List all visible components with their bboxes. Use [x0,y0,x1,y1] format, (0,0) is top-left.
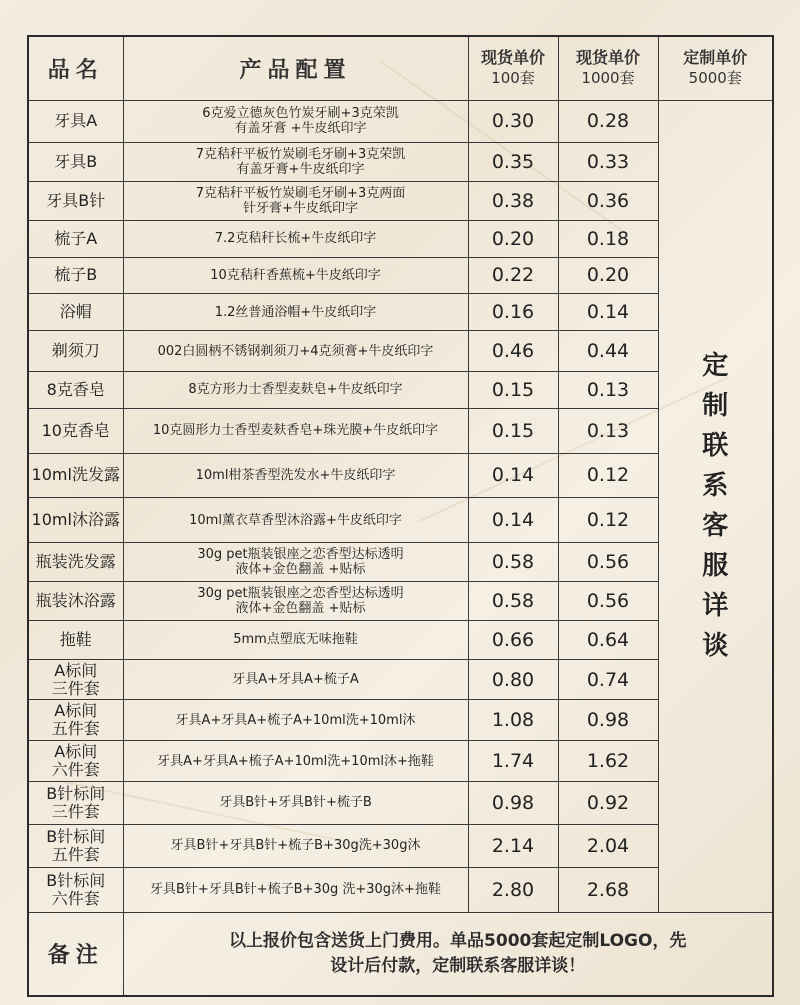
product-config [123,408,468,453]
product-config [123,294,468,331]
header-price-1000-qty: 1000套 [581,69,635,88]
product-name-line: 六件套 [51,760,100,780]
product-config-line: 牙具A+牙具A+梳子A+10ml洗+10ml沐 [175,712,416,728]
product-name: 拖鞋 [28,620,123,659]
price-100: 0.22 [468,257,558,294]
product-name [28,824,123,867]
product-name-line: A标间 [54,660,98,680]
product-config-line: 牙具B针+牙具B针+梳子B [219,795,372,811]
product-name-line: B针标间 [46,783,106,803]
product-name-line: B针标间 [46,870,106,890]
price-1000: 0.56 [558,582,658,621]
product-config-line: 液体+金色翻盖 +贴标 [235,600,366,616]
product-name-line: B针标间 [46,826,106,846]
product-name: 剃须刀 [28,331,123,372]
product-name: 牙具B针 [28,182,123,221]
product-config-line: 10克秸秆香蕉梳+牛皮纸印字 [210,267,381,283]
price-100: 0.14 [468,453,558,498]
product-name [28,867,123,912]
product-config-line: 牙具A+牙具A+梳子A+10ml洗+10ml沐+拖鞋 [157,753,434,769]
price-100: 2.80 [468,867,558,912]
product-name [28,700,123,741]
product-name: 10ml洗发露 [28,453,123,498]
custom-note-char: 系 [702,471,729,502]
remark-line: 以上报价包含送货上门费用。单品5000套起定制LOGO，先 [229,930,687,951]
price-100: 0.20 [468,220,558,257]
product-name [28,659,123,700]
custom-note-char: 联 [702,431,729,462]
product-config [123,220,468,257]
price-100: 0.30 [468,100,558,143]
remark-text [123,912,773,996]
header-price-100-label: 现货单价 [480,48,545,68]
product-name-line: A标间 [54,701,98,721]
product-name-line: 五件套 [51,844,100,864]
custom-note-char: 详 [702,591,729,622]
price-1000: 0.56 [558,543,658,582]
product-name-line: 五件套 [51,719,100,739]
product-config-line: 有盖牙膏+牛皮纸印字 [236,162,365,178]
price-1000: 0.44 [558,331,658,372]
product-config-line: 牙具B针+牙具B针+梳子B+30g洗+30g沐 [170,838,421,854]
price-100: 0.16 [468,294,558,331]
product-config [123,331,468,372]
table-row [28,100,773,143]
product-config-line: 5mm点塑底无味拖鞋 [233,632,358,648]
price-1000: 0.18 [558,220,658,257]
product-name: 10克香皂 [28,408,123,453]
product-config-line: 10ml柑茶香型洗发水+牛皮纸印字 [195,467,396,483]
product-name [28,741,123,782]
header-price-100 [468,36,558,100]
price-100: 2.14 [468,824,558,867]
price-1000: 0.13 [558,408,658,453]
product-name [28,782,123,825]
header-name: 品名 [28,36,123,100]
price-100: 0.58 [468,543,558,582]
product-config-line: 7克秸秆平板竹炭刷毛牙刷+3克荣凯 [195,147,406,163]
price-100: 0.46 [468,331,558,372]
price-100: 0.38 [468,182,558,221]
product-name: 梳子B [28,257,123,294]
product-config-line: 1.2丝普通浴帽+牛皮纸印字 [214,304,377,320]
product-config-line: 30g pet瓶装银座之恋香型达标透明 [197,547,404,563]
product-name-line: 三件套 [51,801,100,821]
header-config: 产品配置 [123,36,468,100]
price-100: 0.15 [468,371,558,408]
price-1000: 0.92 [558,782,658,825]
price-1000: 0.36 [558,182,658,221]
product-name: 10ml沐浴露 [28,498,123,543]
product-config-line: 牙具A+牙具A+梳子A [232,672,359,688]
custom-note-char: 客 [702,511,729,542]
price-100: 1.08 [468,700,558,741]
custom-note-char: 谈 [702,631,729,662]
price-1000: 0.14 [558,294,658,331]
price-1000: 0.12 [558,453,658,498]
price-1000: 0.98 [558,700,658,741]
price-1000: 0.33 [558,143,658,182]
header-row [28,36,773,100]
remark-label: 备注 [28,912,123,996]
product-config [123,659,468,700]
product-config [123,700,468,741]
product-config-line: 10ml薰衣草香型沐浴露+牛皮纸印字 [189,512,402,528]
product-name: 瓶装洗发露 [28,543,123,582]
price-100: 0.80 [468,659,558,700]
product-config [123,371,468,408]
remark-line: 设计后付款，定制联系客服详谈！ [330,955,586,976]
price-1000: 0.12 [558,498,658,543]
product-name-line: 三件套 [51,678,100,698]
header-price-custom [658,36,773,100]
price-100: 0.98 [468,782,558,825]
price-1000: 0.28 [558,100,658,143]
price-1000: 0.74 [558,659,658,700]
price-table [27,35,774,997]
price-1000: 2.68 [558,867,658,912]
product-name: 8克香皂 [28,371,123,408]
product-config [123,867,468,912]
custom-price-note [658,100,773,912]
product-config [123,782,468,825]
product-config [123,543,468,582]
product-name-line: A标间 [54,742,98,762]
header-price-custom-label: 定制单价 [683,48,748,68]
product-config-line: 牙具B针+牙具B针+梳子B+30g 洗+30g沐+拖鞋 [150,882,441,898]
price-1000: 1.62 [558,741,658,782]
product-config [123,498,468,543]
product-config-line: 8克方形力士香型麦麸皂+牛皮纸印字 [188,382,403,398]
price-100: 0.15 [468,408,558,453]
product-config-line: 7.2克秸秆长梳+牛皮纸印字 [214,231,377,247]
product-config [123,824,468,867]
product-config [123,582,468,621]
price-100: 0.58 [468,582,558,621]
product-config [123,100,468,143]
price-1000: 0.20 [558,257,658,294]
custom-note-char: 服 [702,551,729,582]
custom-note-char: 制 [702,391,729,422]
header-price-custom-qty: 5000套 [688,69,742,88]
product-config-line: 有盖牙膏 +牛皮纸印字 [234,121,367,137]
price-100: 1.74 [468,741,558,782]
product-config-line: 6克爱立德灰色竹炭牙刷+3克荣凯 [202,106,399,122]
product-config [123,182,468,221]
price-1000: 0.13 [558,371,658,408]
price-1000: 0.64 [558,620,658,659]
product-config [123,741,468,782]
product-config-line: 针牙膏+牛皮纸印字 [243,201,358,216]
product-name: 浴帽 [28,294,123,331]
product-name-line: 六件套 [51,888,100,908]
header-price-100-qty: 100套 [491,69,535,88]
product-name: 牙具B [28,143,123,182]
remark-row [28,912,773,996]
product-config-line: 7克秸秆平板竹炭刷毛牙刷+3克两面 [195,186,406,201]
product-config-line: 002白圆柄不锈钢剃须刀+4克须膏+牛皮纸印字 [157,343,434,359]
product-config [123,257,468,294]
product-config [123,620,468,659]
product-name: 瓶装沐浴露 [28,582,123,621]
price-1000: 2.04 [558,824,658,867]
product-config-line: 液体+金色翻盖 +贴标 [235,562,366,578]
product-config [123,453,468,498]
product-name: 牙具A [28,100,123,143]
product-config-line: 10克圆形力士香型麦麸香皂+珠光膜+牛皮纸印字 [152,423,439,439]
price-100: 0.14 [468,498,558,543]
price-100: 0.66 [468,620,558,659]
price-100: 0.35 [468,143,558,182]
product-name: 梳子A [28,220,123,257]
product-config-line: 30g pet瓶装银座之恋香型达标透明 [197,585,404,601]
product-config [123,143,468,182]
header-price-1000 [558,36,658,100]
header-price-1000-label: 现货单价 [575,48,640,68]
custom-note-char: 定 [702,351,729,382]
